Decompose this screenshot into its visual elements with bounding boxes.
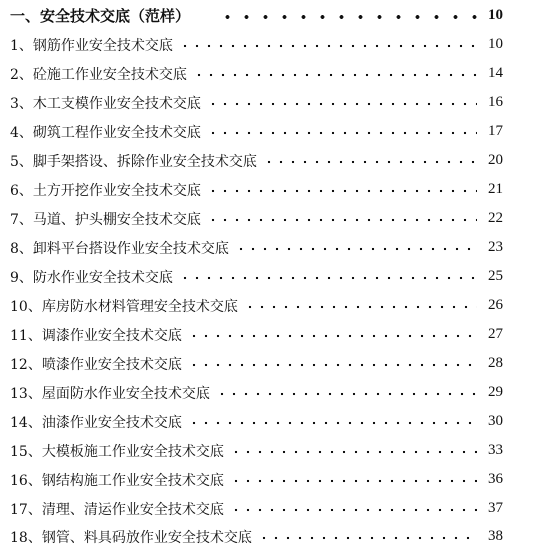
toc-entry-page-number: 36	[488, 471, 503, 487]
toc-entry-page-number: 10	[488, 36, 503, 52]
toc-entry-9[interactable]	[0, 262, 535, 291]
toc-entry-18[interactable]	[0, 522, 535, 551]
toc-entry-page-number: 14	[488, 65, 503, 81]
toc-heading-page-number: 10	[488, 7, 503, 23]
toc-entry-label: 16、钢结构施工作业安全技术交底	[10, 472, 224, 489]
dot-leader	[193, 68, 477, 82]
toc-entry-label: 12、喷漆作业安全技术交底	[10, 356, 182, 373]
toc-entry-label: 13、屋面防水作业安全技术交底	[10, 385, 210, 402]
dot-leader	[244, 300, 477, 314]
toc-entry-label: 1、钢筋作业安全技术交底	[10, 37, 173, 54]
toc-entry-label: 8、卸料平台搭设作业安全技术交底	[10, 240, 229, 257]
toc-entry-label: 17、清理、清运作业安全技术交底	[10, 501, 224, 518]
toc-entry-label: 6、土方开挖作业安全技术交底	[10, 182, 201, 199]
toc-entry-page-number: 27	[488, 326, 503, 342]
toc-entry-page-number: 29	[488, 384, 503, 400]
dot-leader	[207, 184, 477, 198]
toc-entry-page-number: 26	[488, 297, 503, 313]
toc-heading[interactable]	[0, 1, 535, 30]
dot-leader	[188, 329, 477, 343]
dot-leader	[218, 10, 477, 24]
toc-entry-13[interactable]	[0, 378, 535, 407]
toc-entry-page-number: 20	[488, 152, 503, 168]
toc-entry-page-number: 25	[488, 268, 503, 284]
toc-entry-page-number: 38	[488, 528, 503, 544]
toc-entry-16[interactable]	[0, 465, 535, 494]
toc-entry-label: 10、库房防水材料管理安全技术交底	[10, 298, 238, 315]
toc-heading-label: 一、安全技术交底（范样）	[10, 7, 191, 25]
toc-entry-label: 5、脚手架搭设、拆除作业安全技术交底	[10, 153, 257, 170]
toc-entry-page-number: 22	[488, 210, 503, 226]
toc-entry-14[interactable]	[0, 407, 535, 436]
toc-entry-1[interactable]	[0, 30, 535, 59]
dot-leader	[207, 126, 477, 140]
dot-leader	[207, 97, 477, 111]
toc-entry-label: 11、调漆作业安全技术交底	[10, 327, 182, 344]
toc-entry-10[interactable]	[0, 291, 535, 320]
toc-entry-12[interactable]	[0, 349, 535, 378]
toc-entry-page-number: 23	[488, 239, 503, 255]
toc-entry-17[interactable]	[0, 494, 535, 523]
toc-entry-2[interactable]	[0, 59, 535, 88]
toc-entry-15[interactable]	[0, 436, 535, 465]
toc-entry-8[interactable]	[0, 233, 535, 262]
toc-entry-label: 4、砌筑工程作业安全技术交底	[10, 124, 201, 141]
toc-entry-label: 18、钢管、料具码放作业安全技术交底	[10, 529, 252, 546]
toc-entry-page-number: 21	[488, 181, 503, 197]
toc-entry-6[interactable]	[0, 175, 535, 204]
dot-leader	[230, 474, 477, 488]
toc-entry-page-number: 33	[488, 442, 503, 458]
toc-entry-7[interactable]	[0, 204, 535, 233]
dot-leader	[216, 387, 477, 401]
dot-leader	[188, 416, 477, 430]
toc-entry-page-number: 17	[488, 123, 503, 139]
toc-entry-page-number: 16	[488, 94, 503, 110]
toc-entry-page-number: 28	[488, 355, 503, 371]
dot-leader	[263, 155, 477, 169]
toc-entry-11[interactable]	[0, 320, 535, 349]
dot-leader	[179, 39, 477, 53]
dot-leader	[258, 531, 477, 545]
toc-entry-label: 14、油漆作业安全技术交底	[10, 414, 182, 431]
toc-entry-5[interactable]	[0, 146, 535, 175]
toc-entry-label: 2、砼施工作业安全技术交底	[10, 66, 187, 83]
dot-leader	[179, 271, 477, 285]
dot-leader	[188, 358, 477, 372]
toc-entry-4[interactable]	[0, 117, 535, 146]
dot-leader	[230, 445, 477, 459]
toc-entry-label: 7、马道、护头棚安全技术交底	[10, 211, 201, 228]
toc-entry-3[interactable]	[0, 88, 535, 117]
dot-leader	[207, 213, 477, 227]
toc-entry-page-number: 30	[488, 413, 503, 429]
toc-entry-label: 9、防水作业安全技术交底	[10, 269, 173, 286]
dot-leader	[230, 503, 477, 517]
toc-entry-label: 15、大模板施工作业安全技术交底	[10, 443, 224, 460]
dot-leader	[235, 242, 477, 256]
toc-entry-page-number: 37	[488, 500, 503, 516]
toc-entry-label: 3、木工支模作业安全技术交底	[10, 95, 201, 112]
